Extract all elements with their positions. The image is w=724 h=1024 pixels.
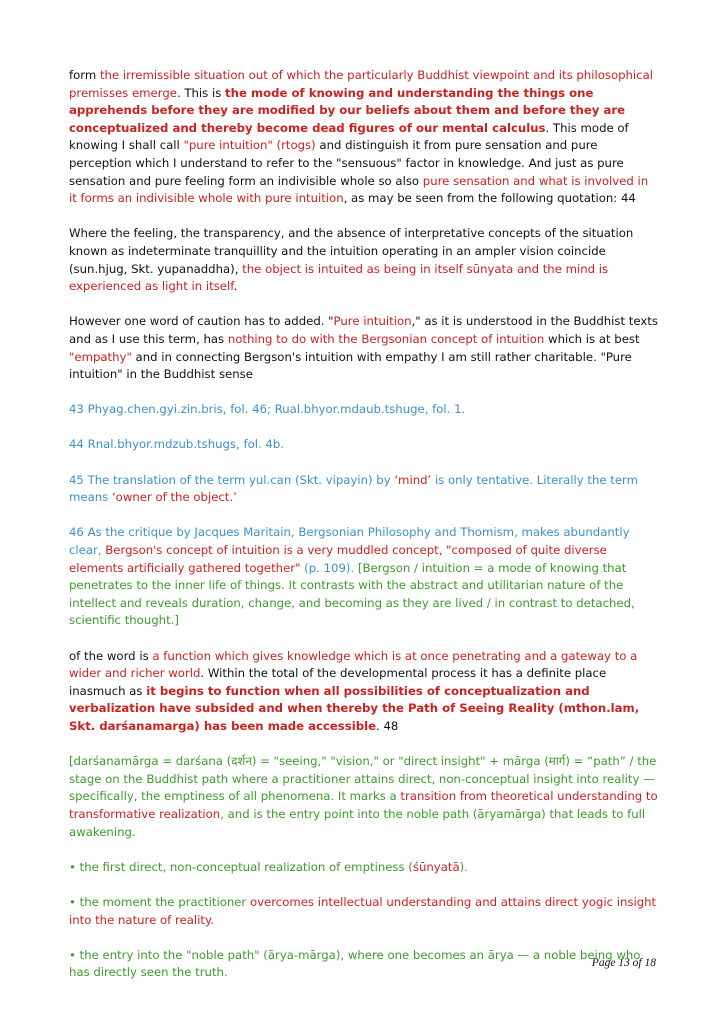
annotation-green: • the moment the practitioner xyxy=(69,894,250,909)
highlight-red: overcomes intellectual understanding and attains direct yogic insight into the nature of reality. xyxy=(69,894,657,927)
text-span: . xyxy=(233,279,238,294)
footnote-43: 43 Phyag.chen.gyi.zin.bris, fol. 46; Rual.bhyor.mdaub.tshuge, fol. 1. xyxy=(69,402,466,417)
highlight-red: a function which gives knowledge which is at once penetrating and a gateway to a wider and richer world xyxy=(69,648,638,681)
paragraph-quotation xyxy=(69,225,658,295)
annotation-green: ). xyxy=(459,859,468,874)
text-span: . This mode of knowing I shall call xyxy=(69,120,629,153)
highlight-red: transition from theoretical understanding to transformative realization xyxy=(69,789,658,821)
text-span: and in connecting Bergson's intuition with empathy I am still rather charitable. "Pure intuition" in the Buddhist sense xyxy=(69,349,632,382)
text-span: which is at best xyxy=(544,331,640,346)
footnote-text: is only tentative. Literally the term means xyxy=(69,472,639,505)
footnote-46 xyxy=(69,524,658,630)
text-span: . This is xyxy=(176,85,226,100)
annotation-green: , and is the entry point into the noble path (āryamārga) that leads to full awakening. xyxy=(69,806,646,839)
text-span: and distinguish it from pure sensation and pure perception which I understand to refer to the "sensuous" factor in knowledge. And just as pure sensation and pure feeling form an indivisible whole so also xyxy=(69,138,624,188)
highlight-red: śūnyatā xyxy=(412,859,460,874)
annotation-green: [darśanamārga = darśana (दर्शन) = "seeing," "vision," or "direct insight" + mārga (मार्ग) = “path” / the stage on the Buddhist path where a practitioner attains direct, non-conceptual insight into reality — specifically, the emptiness of all phenomena. It marks a xyxy=(69,754,657,804)
page-number: Page 13 of 18 xyxy=(591,957,656,969)
text-span: Where the feeling, the transparency, and the absence of interpretative concepts of the situation known as indeterminate tranquillity and the intuition operating in an ampler vision coincide (sun.hjug, Skt. yupanaddha), xyxy=(69,226,634,276)
footnote-text: 46 As the critique by Jacques Maritain, Bergsonian Philosophy and Thomism, makes abundantly clear, xyxy=(69,525,630,558)
footnote-45 xyxy=(69,472,658,507)
text-span: ," as it is understood in the Buddhist texts and as I use this term, has xyxy=(69,314,658,346)
paragraph-function xyxy=(69,648,658,736)
text-span: , as may be seen from the following quotation: 44 xyxy=(343,191,636,206)
text-span: However one word of caution has to added. " xyxy=(69,314,334,329)
highlight-red: Bergson's concept of intuition is a very muddled concept, "composed of quite diverse elements artificially gathered together" xyxy=(69,543,607,575)
annotation-green: [Bergson / intuition = a mode of knowing that penetrates to the inner life of things. It contrasts with the abstract and utilitarian nature of the intellect and reveals duration, change, and becoming as they are lived / in contrast to detached, scientific thought.] xyxy=(69,560,635,628)
highlight-red: the irremissible situation out of which the particularly Buddhist viewpoint and its philosophical premisses emerge xyxy=(69,68,654,100)
highlight-red: Pure intuition xyxy=(333,314,412,329)
highlight-red-bold: the mode of knowing and understanding the things one apprehends before they are modified by our beliefs about them and before they are conceptualized and thereby become dead figures of our mental calculus xyxy=(69,85,626,135)
highlight-red: pure sensation and what is involved in it forms an indivisible whole with pure intuition xyxy=(69,173,649,206)
footnote-text: (p. 109). xyxy=(300,560,358,575)
highlight-red-bold: it begins to function when all possibilities of conceptualization and verbalization have subsided and when thereby the Path of Seeing Reality (mthon.lam, Skt. darśanamarga) has been made accessible xyxy=(69,683,640,733)
highlight-red: "empathy" xyxy=(69,349,132,364)
paragraph-pure-intuition xyxy=(69,67,658,208)
highlight-red: ‘mind’ xyxy=(394,472,432,487)
text-span: of the word is xyxy=(69,648,153,663)
paragraph-caution xyxy=(69,313,658,383)
text-span: . 48 xyxy=(376,718,399,733)
footnote-44: 44 Rnal.bhyor.mdzub.tshugs, fol. 4b. xyxy=(69,437,284,452)
highlight-red: "pure intuition" (rtogs) xyxy=(183,138,316,153)
highlight-red: ‘owner of the object.’ xyxy=(111,490,237,505)
text-span: form xyxy=(69,68,100,82)
bullet-item-2 xyxy=(69,894,658,929)
bullet-item-3: • the entry into the "noble path" (ārya-mārga), where one becomes an ārya — a noble being who has directly seen the truth. xyxy=(69,947,641,980)
bullet-item-1 xyxy=(69,859,658,877)
highlight-red: the object is intuited as being in itself sūnyata and the mind is experienced as light in itself xyxy=(69,261,609,294)
annotation-green: • the first direct, non-conceptual realization of emptiness ( xyxy=(69,859,413,874)
text-span: . Within the total of the developmental process it has a definite place inasmuch as xyxy=(69,666,607,698)
annotation-darsanamarga xyxy=(69,753,658,841)
highlight-red: nothing to do with the Bergsonian concept of intuition xyxy=(227,331,545,346)
footnote-text: 45 The translation of the term yul.can (Skt. vipayin) by xyxy=(69,472,395,487)
